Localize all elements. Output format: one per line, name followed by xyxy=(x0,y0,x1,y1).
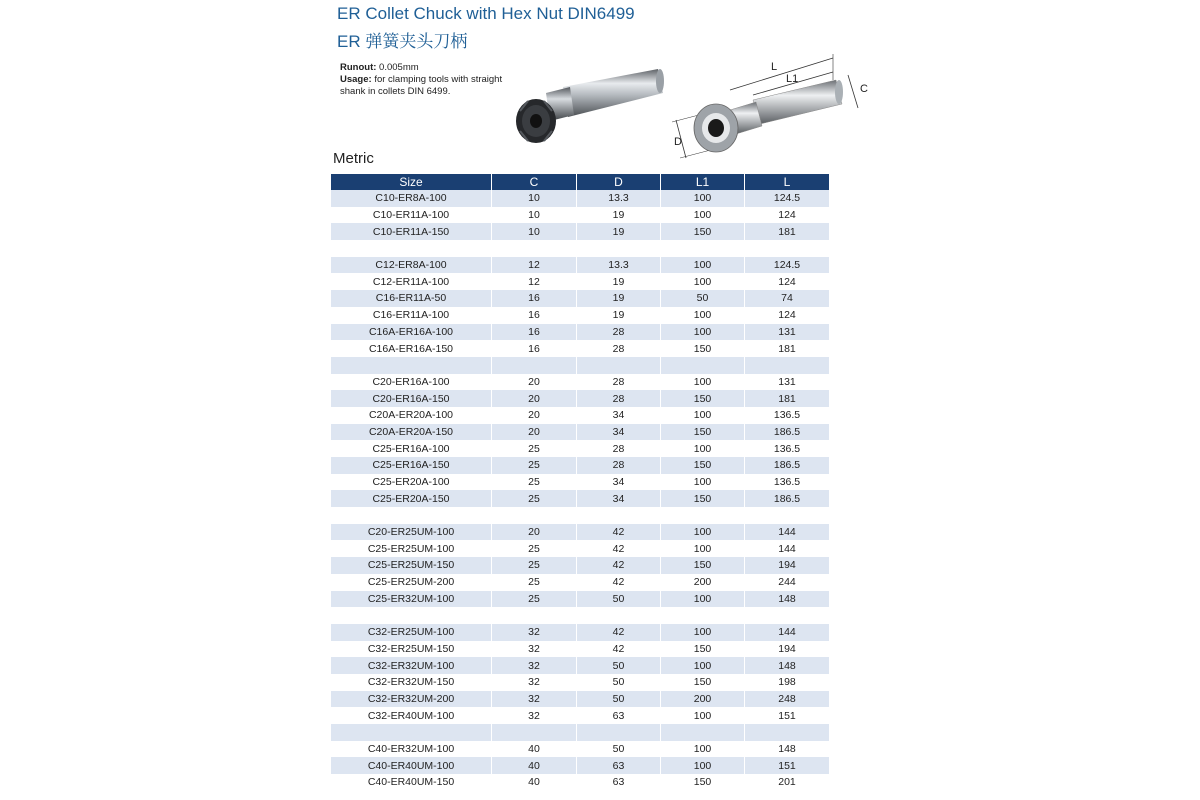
table-cell xyxy=(492,507,577,524)
table-row xyxy=(331,657,829,674)
product-info xyxy=(340,62,530,98)
table-cell xyxy=(577,607,661,624)
table-cell: 16 xyxy=(492,324,577,341)
table-cell: 20 xyxy=(492,407,577,424)
table-cell: 28 xyxy=(577,457,661,474)
table-cell: C32-ER32UM-150 xyxy=(331,674,492,691)
table-cell xyxy=(745,724,829,741)
table-cell: 28 xyxy=(577,340,661,357)
table-cell: 148 xyxy=(778,743,796,756)
table-cell: 124.5 xyxy=(745,190,829,207)
table-row xyxy=(331,574,829,591)
table-cell xyxy=(331,357,492,374)
table-row xyxy=(331,190,829,207)
table-row xyxy=(331,424,829,441)
table-cell: C32-ER25UM-100 xyxy=(331,624,492,641)
table-cell: 10 xyxy=(492,223,577,240)
table-gap-row xyxy=(331,240,829,257)
table-cell: 148 xyxy=(745,657,829,674)
table-cell xyxy=(745,240,829,257)
table-cell xyxy=(331,507,492,524)
table-cell: 13.3 xyxy=(577,190,661,207)
table-cell: 19 xyxy=(577,273,661,290)
table-cell: 151 xyxy=(778,709,796,722)
table-cell: 100 xyxy=(661,591,745,608)
table-cell: 201 xyxy=(778,776,796,789)
table-cell: 19 xyxy=(577,307,661,324)
table-cell: C10-ER8A-100 xyxy=(331,190,492,207)
table-cell: 186.5 xyxy=(745,424,829,441)
table-cell: 100 xyxy=(661,624,745,641)
table-cell: 42 xyxy=(577,624,661,641)
table-row xyxy=(331,223,829,240)
table-cell xyxy=(577,507,661,524)
table-cell: 200 xyxy=(661,691,745,708)
table-cell: 28 xyxy=(577,324,661,341)
table-row xyxy=(331,273,829,290)
table-cell: 181 xyxy=(778,342,796,355)
table-cell: C32-ER32UM-200 xyxy=(331,691,492,708)
table-cell: 144 xyxy=(745,524,829,541)
table-cell: 50 xyxy=(661,290,745,307)
table-cell: C12-ER8A-100 xyxy=(331,257,492,274)
table-gap-row xyxy=(331,357,829,374)
table-cell: 100 xyxy=(661,374,745,391)
table-cell: 50 xyxy=(577,674,661,691)
table-cell: C25-ER16A-100 xyxy=(331,440,492,457)
table-cell: 74 xyxy=(745,290,829,307)
table-cell: 50 xyxy=(577,591,661,608)
column-header-size: Size xyxy=(331,174,492,190)
table-cell xyxy=(745,357,829,374)
table-cell: 100 xyxy=(661,324,745,341)
column-header-l: L xyxy=(745,174,829,190)
table-row xyxy=(331,440,829,457)
column-header-c: C xyxy=(492,174,577,190)
table-cell: 42 xyxy=(577,641,661,658)
table-cell: 50 xyxy=(577,741,661,758)
table-cell: 42 xyxy=(577,540,661,557)
table-cell: 100 xyxy=(661,440,745,457)
table-cell: 136.5 xyxy=(773,476,801,489)
table-cell: C40-ER40UM-100 xyxy=(331,757,492,774)
table-cell: 150 xyxy=(661,490,745,507)
table-cell: 131 xyxy=(778,375,796,388)
table-row xyxy=(331,707,829,724)
table-cell: 100 xyxy=(661,757,745,774)
table-row xyxy=(331,474,829,491)
table-cell: 181 xyxy=(745,223,829,240)
table-cell: 25 xyxy=(492,440,577,457)
table-cell: C25-ER32UM-100 xyxy=(331,591,492,608)
table-cell: 16 xyxy=(492,340,577,357)
table-cell xyxy=(577,240,661,257)
table-cell: C32-ER40UM-100 xyxy=(331,707,492,724)
usage-label: Usage: xyxy=(340,74,372,85)
table-cell: 12 xyxy=(492,273,577,290)
table-row xyxy=(331,741,829,758)
table-row xyxy=(331,290,829,307)
table-cell: 40 xyxy=(492,774,577,791)
table-cell: 20 xyxy=(492,524,577,541)
table-cell: C40-ER32UM-100 xyxy=(331,741,492,758)
table-cell: C32-ER25UM-150 xyxy=(331,641,492,658)
table-cell xyxy=(331,724,492,741)
table-cell: 100 xyxy=(661,190,745,207)
table-cell: 25 xyxy=(492,457,577,474)
table-row xyxy=(331,340,829,357)
table-cell: 150 xyxy=(661,674,745,691)
table-cell: 28 xyxy=(577,440,661,457)
table-cell: 150 xyxy=(661,390,745,407)
table-row xyxy=(331,557,829,574)
table-cell: 150 xyxy=(661,641,745,658)
table-cell: C20A-ER20A-100 xyxy=(331,407,492,424)
table-cell: 100 xyxy=(661,741,745,758)
table-cell: 194 xyxy=(778,642,796,655)
table-cell: C20-ER25UM-100 xyxy=(331,524,492,541)
table-cell: 25 xyxy=(492,490,577,507)
table-cell: 34 xyxy=(577,424,661,441)
table-cell: 63 xyxy=(577,774,661,791)
table-cell: 100 xyxy=(661,524,745,541)
page-title-chinese: ER 弹簧夹头刀柄 xyxy=(337,32,468,51)
table-cell: 100 xyxy=(661,707,745,724)
table-cell: 100 xyxy=(661,657,745,674)
table-cell: C20-ER16A-100 xyxy=(331,374,492,391)
table-row xyxy=(331,324,829,341)
table-cell: 34 xyxy=(577,474,661,491)
table-row xyxy=(331,624,829,641)
table-cell: C16A-ER16A-100 xyxy=(331,324,492,341)
collet-chuck-photo xyxy=(508,55,668,150)
table-cell: 150 xyxy=(661,557,745,574)
column-header-d: D xyxy=(577,174,661,190)
table-cell: 200 xyxy=(661,574,745,591)
table-cell: 131 xyxy=(745,324,829,341)
runout-label: Runout: xyxy=(340,62,377,73)
runout-line xyxy=(340,62,530,74)
table-row xyxy=(331,757,829,774)
table-cell: 20 xyxy=(492,390,577,407)
table-cell xyxy=(492,724,577,741)
table-cell xyxy=(661,724,745,741)
table-cell xyxy=(745,507,829,524)
table-cell: 32 xyxy=(492,674,577,691)
table-cell xyxy=(331,607,492,624)
dim-label-C: C xyxy=(860,83,868,95)
dimension-drawing xyxy=(668,50,883,165)
table-cell: 42 xyxy=(577,574,661,591)
table-cell: 42 xyxy=(577,557,661,574)
table-cell: 32 xyxy=(492,624,577,641)
table-cell xyxy=(661,240,745,257)
spec-table xyxy=(331,174,829,791)
table-cell: 136.5 xyxy=(773,409,801,422)
table-cell xyxy=(492,357,577,374)
table-cell: C25-ER20A-150 xyxy=(331,490,492,507)
table-cell: 16 xyxy=(492,290,577,307)
table-cell: 20 xyxy=(492,424,577,441)
table-cell: 148 xyxy=(745,591,829,608)
table-cell: 10 xyxy=(492,190,577,207)
table-cell: 63 xyxy=(577,707,661,724)
table-cell: C16A-ER16A-150 xyxy=(331,340,492,357)
table-cell: 16 xyxy=(492,307,577,324)
table-cell xyxy=(331,240,492,257)
table-cell: C10-ER11A-150 xyxy=(331,223,492,240)
table-cell: 150 xyxy=(661,223,745,240)
table-cell: 100 xyxy=(661,540,745,557)
table-cell: 198 xyxy=(778,676,796,689)
table-row xyxy=(331,307,829,324)
table-cell: 63 xyxy=(577,757,661,774)
table-cell: 124.5 xyxy=(745,257,829,274)
dim-label-L: L xyxy=(771,61,778,73)
table-cell: 34 xyxy=(577,407,661,424)
table-row xyxy=(331,591,829,608)
dim-label-L1: L1 xyxy=(786,73,799,85)
table-cell: 25 xyxy=(492,591,577,608)
table-cell: 124 xyxy=(778,309,796,322)
usage-line xyxy=(340,74,530,98)
page-title: ER Collet Chuck with Hex Nut DIN6499 xyxy=(337,4,635,23)
table-cell: 19 xyxy=(577,207,661,224)
table-cell: 19 xyxy=(577,223,661,240)
table-cell: 194 xyxy=(745,557,829,574)
table-row xyxy=(331,774,829,791)
table-cell: 25 xyxy=(492,540,577,557)
table-cell: 32 xyxy=(492,707,577,724)
table-cell: C12-ER11A-100 xyxy=(331,273,492,290)
table-body xyxy=(331,190,829,791)
table-cell: 124 xyxy=(778,275,796,288)
table-row xyxy=(331,524,829,541)
table-cell: 144 xyxy=(778,542,796,555)
table-cell: 25 xyxy=(492,474,577,491)
table-cell: 25 xyxy=(492,557,577,574)
table-cell: 32 xyxy=(492,691,577,708)
table-gap-row xyxy=(331,724,829,741)
table-cell: 186.5 xyxy=(745,490,829,507)
table-cell: C25-ER16A-150 xyxy=(331,457,492,474)
table-cell: 100 xyxy=(661,307,745,324)
table-cell: 34 xyxy=(577,490,661,507)
table-cell xyxy=(661,607,745,624)
usage-value: for clamping tools with straight shank in collets DIN 6499. xyxy=(340,74,503,97)
table-cell xyxy=(661,357,745,374)
table-cell: 100 xyxy=(661,474,745,491)
table-cell: 100 xyxy=(661,273,745,290)
table-cell: 40 xyxy=(492,741,577,758)
table-cell xyxy=(492,607,577,624)
table-cell: 150 xyxy=(661,424,745,441)
table-cell: 181 xyxy=(745,390,829,407)
table-cell: 150 xyxy=(661,340,745,357)
section-label: Metric xyxy=(333,150,374,167)
table-cell: 186.5 xyxy=(745,457,829,474)
table-cell: C25-ER20A-100 xyxy=(331,474,492,491)
table-cell: C20A-ER20A-150 xyxy=(331,424,492,441)
table-cell: 25 xyxy=(492,574,577,591)
table-cell: C25-ER25UM-200 xyxy=(331,574,492,591)
table-cell: 151 xyxy=(745,757,829,774)
table-row xyxy=(331,540,829,557)
table-cell: 19 xyxy=(577,290,661,307)
table-gap-row xyxy=(331,507,829,524)
table-cell: 10 xyxy=(492,207,577,224)
table-cell: C16-ER11A-50 xyxy=(331,290,492,307)
table-cell: 12 xyxy=(492,257,577,274)
table-row xyxy=(331,407,829,424)
table-cell: 248 xyxy=(745,691,829,708)
table-cell: 50 xyxy=(577,657,661,674)
table-row xyxy=(331,674,829,691)
table-cell: 40 xyxy=(492,757,577,774)
table-cell: C32-ER32UM-100 xyxy=(331,657,492,674)
table-cell: 13.3 xyxy=(577,257,661,274)
table-cell: 28 xyxy=(577,390,661,407)
table-row xyxy=(331,207,829,224)
table-row xyxy=(331,641,829,658)
table-cell xyxy=(577,724,661,741)
table-cell: 150 xyxy=(661,457,745,474)
table-row xyxy=(331,374,829,391)
table-row xyxy=(331,457,829,474)
table-row xyxy=(331,490,829,507)
table-cell: C40-ER40UM-150 xyxy=(331,774,492,791)
table-cell: 144 xyxy=(745,624,829,641)
table-cell: 32 xyxy=(492,657,577,674)
table-row xyxy=(331,691,829,708)
table-cell xyxy=(745,607,829,624)
table-header-row xyxy=(331,174,829,190)
table-cell: C20-ER16A-150 xyxy=(331,390,492,407)
dim-label-D: D xyxy=(674,136,682,148)
table-cell: 150 xyxy=(661,774,745,791)
table-cell: 100 xyxy=(661,257,745,274)
table-cell: C16-ER11A-100 xyxy=(331,307,492,324)
table-cell xyxy=(577,357,661,374)
table-cell: 50 xyxy=(577,691,661,708)
table-cell: 42 xyxy=(577,524,661,541)
table-cell: 32 xyxy=(492,641,577,658)
table-gap-row xyxy=(331,607,829,624)
table-cell: 28 xyxy=(577,374,661,391)
table-cell: C10-ER11A-100 xyxy=(331,207,492,224)
table-cell: 100 xyxy=(661,407,745,424)
table-cell: 244 xyxy=(778,576,796,589)
table-cell: C25-ER25UM-100 xyxy=(331,540,492,557)
table-row xyxy=(331,390,829,407)
table-cell: 20 xyxy=(492,374,577,391)
table-cell: 100 xyxy=(661,207,745,224)
table-cell: 124 xyxy=(778,209,796,222)
table-cell xyxy=(661,507,745,524)
column-header-l1: L1 xyxy=(661,174,745,190)
table-row xyxy=(331,257,829,274)
table-cell xyxy=(492,240,577,257)
table-cell: 136.5 xyxy=(773,442,801,455)
table-cell: C25-ER25UM-150 xyxy=(331,557,492,574)
runout-value: 0.005mm xyxy=(376,62,419,73)
